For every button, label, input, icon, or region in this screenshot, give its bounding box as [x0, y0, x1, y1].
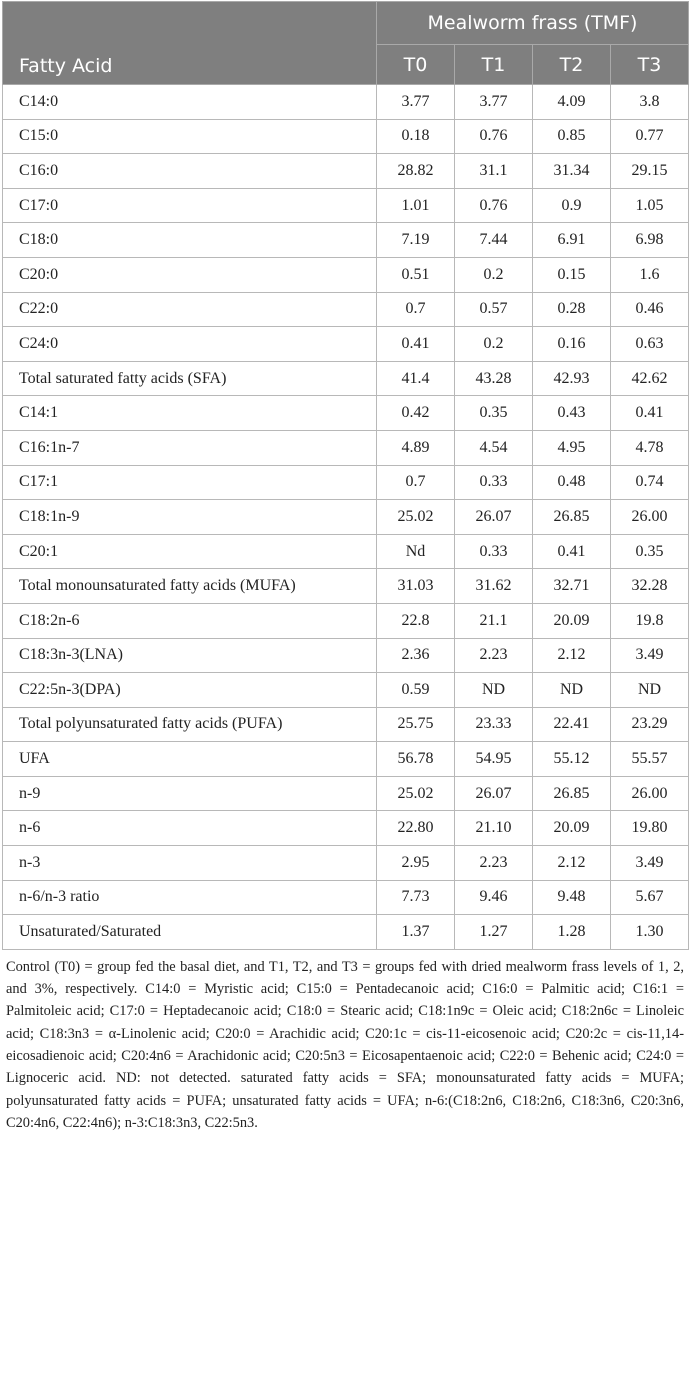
value-cell-t2: 0.48 [533, 465, 611, 500]
value-cell-t1: 21.1 [455, 603, 533, 638]
value-cell-t2: 6.91 [533, 223, 611, 258]
value-cell-t0: 1.37 [377, 915, 455, 950]
value-cell-t3: 42.62 [611, 361, 689, 396]
value-cell-t0: 22.80 [377, 811, 455, 846]
table-row [3, 292, 689, 327]
fatty-acid-name-cell: C17:1 [3, 465, 377, 500]
fatty-acid-name-cell: C14:1 [3, 396, 377, 431]
value-cell-t1: 31.1 [455, 154, 533, 189]
value-cell-t2: ND [533, 673, 611, 708]
fatty-acid-name-cell: Total saturated fatty acids (SFA) [3, 361, 377, 396]
fatty-acid-name-cell: C20:0 [3, 257, 377, 292]
value-cell-t0: 3.77 [377, 85, 455, 120]
value-cell-t2: 26.85 [533, 500, 611, 535]
value-cell-t3: 1.05 [611, 188, 689, 223]
value-cell-t3: 5.67 [611, 880, 689, 915]
fatty-acid-name-cell: n-3 [3, 846, 377, 881]
value-cell-t1: 0.76 [455, 119, 533, 154]
table-row [3, 811, 689, 846]
table-row [3, 327, 689, 362]
value-cell-t1: 21.10 [455, 811, 533, 846]
value-cell-t0: 2.95 [377, 846, 455, 881]
value-cell-t2: 20.09 [533, 603, 611, 638]
value-cell-t2: 4.95 [533, 430, 611, 465]
value-cell-t3: 0.46 [611, 292, 689, 327]
value-cell-t1: 0.2 [455, 327, 533, 362]
table-row [3, 465, 689, 500]
value-cell-t3: 29.15 [611, 154, 689, 189]
table-row [3, 119, 689, 154]
value-cell-t2: 42.93 [533, 361, 611, 396]
value-cell-t1: 23.33 [455, 707, 533, 742]
fatty-acid-name-cell: Total monounsaturated fatty acids (MUFA) [3, 569, 377, 604]
value-cell-t2: 0.9 [533, 188, 611, 223]
column-header-t2: T2 [533, 45, 611, 85]
value-cell-t2: 0.16 [533, 327, 611, 362]
value-cell-t3: 3.49 [611, 638, 689, 673]
value-cell-t0: 0.7 [377, 292, 455, 327]
value-cell-t3: 0.63 [611, 327, 689, 362]
value-cell-t0: 0.59 [377, 673, 455, 708]
table-row [3, 846, 689, 881]
fatty-acid-name-cell: C14:0 [3, 85, 377, 120]
value-cell-t2: 2.12 [533, 638, 611, 673]
table-row [3, 154, 689, 189]
value-cell-t0: 56.78 [377, 742, 455, 777]
table-row [3, 915, 689, 950]
value-cell-t0: 0.18 [377, 119, 455, 154]
value-cell-t2: 0.85 [533, 119, 611, 154]
table-row [3, 776, 689, 811]
table-row [3, 361, 689, 396]
value-cell-t0: 1.01 [377, 188, 455, 223]
fatty-acid-name-cell: C24:0 [3, 327, 377, 362]
fatty-acid-name-cell: C18:1n-9 [3, 500, 377, 535]
table-row [3, 638, 689, 673]
table-row [3, 603, 689, 638]
value-cell-t2: 26.85 [533, 776, 611, 811]
fatty-acid-name-cell: C18:0 [3, 223, 377, 258]
value-cell-t3: 26.00 [611, 500, 689, 535]
table-row [3, 223, 689, 258]
value-cell-t2: 32.71 [533, 569, 611, 604]
value-cell-t1: 43.28 [455, 361, 533, 396]
table-row [3, 880, 689, 915]
value-cell-t1: 0.35 [455, 396, 533, 431]
mealworm-frass-group-header: Mealworm frass (TMF) [377, 2, 689, 45]
fatty-acid-name-cell: n-6 [3, 811, 377, 846]
value-cell-t0: 25.75 [377, 707, 455, 742]
value-cell-t1: 4.54 [455, 430, 533, 465]
value-cell-t2: 1.28 [533, 915, 611, 950]
value-cell-t1: 0.33 [455, 534, 533, 569]
value-cell-t0: 28.82 [377, 154, 455, 189]
value-cell-t3: 1.6 [611, 257, 689, 292]
value-cell-t0: 0.51 [377, 257, 455, 292]
value-cell-t1: 2.23 [455, 846, 533, 881]
table-row [3, 188, 689, 223]
value-cell-t0: 7.19 [377, 223, 455, 258]
value-cell-t2: 0.43 [533, 396, 611, 431]
fatty-acid-name-cell: n-6/n-3 ratio [3, 880, 377, 915]
value-cell-t2: 55.12 [533, 742, 611, 777]
value-cell-t0: 4.89 [377, 430, 455, 465]
value-cell-t3: 4.78 [611, 430, 689, 465]
value-cell-t2: 9.48 [533, 880, 611, 915]
fatty-acid-name-cell: C16:1n-7 [3, 430, 377, 465]
value-cell-t1: 54.95 [455, 742, 533, 777]
fatty-acid-header: Fatty Acid [3, 2, 377, 85]
value-cell-t1: 0.2 [455, 257, 533, 292]
value-cell-t3: 1.30 [611, 915, 689, 950]
table-row [3, 500, 689, 535]
value-cell-t3: 0.35 [611, 534, 689, 569]
table-row [3, 707, 689, 742]
value-cell-t0: 25.02 [377, 776, 455, 811]
value-cell-t1: 0.33 [455, 465, 533, 500]
value-cell-t2: 4.09 [533, 85, 611, 120]
value-cell-t3: ND [611, 673, 689, 708]
table-row [3, 534, 689, 569]
fatty-acid-name-cell: UFA [3, 742, 377, 777]
value-cell-t2: 20.09 [533, 811, 611, 846]
fatty-acid-name-cell: C18:2n-6 [3, 603, 377, 638]
table-row [3, 85, 689, 120]
value-cell-t2: 22.41 [533, 707, 611, 742]
table-footnote: Control (T0) = group fed the basal diet, and T1, T2, and T3 = groups fed with dried mealworm frass levels of 1, 2, and 3%, respectively. C14:0 = Myristic acid; C15:0 = Pentadecanoic acid; C16:0 = Palmitic acid; C16:1 = Palmitoleic acid; C17:0 = Heptadecanoic acid; C18:0 = Stearic acid; C18:1n9c = Oleic acid; C18:2n6c = Linoleic acid; C18:3n3 = α-Linolenic acid; C20:0 = Arachidic acid; C20:1c = cis-11-eicosenoic acid; C20:2c = cis-11,14-eicosadienoic acid; C20:4n6 = Arachidonic acid; C20:5n3 = Eicosapentaenoic acid; C22:0 = Behenic acid; C24:0 = Lignoceric acid. ND: not detected. saturated fatty acids = SFA; monounsaturated fatty acids = MUFA; polyunsaturated fatty acids = PUFA; unsaturated fatty acids = UFA; n-6:(C18:2n6, C18:2n6, C18:3n6, C20:3n6, C20:4n6, C22:4n6); n-3:C18:3n3, C22:5n3. [6, 958, 684, 1131]
value-cell-t1: 1.27 [455, 915, 533, 950]
value-cell-t1: 0.76 [455, 188, 533, 223]
value-cell-t3: 26.00 [611, 776, 689, 811]
column-header-t0: T0 [377, 45, 455, 85]
value-cell-t0: Nd [377, 534, 455, 569]
table-body [3, 85, 689, 950]
value-cell-t0: 0.41 [377, 327, 455, 362]
value-cell-t2: 0.28 [533, 292, 611, 327]
fatty-acid-table [2, 1, 689, 950]
value-cell-t3: 55.57 [611, 742, 689, 777]
value-cell-t2: 0.41 [533, 534, 611, 569]
value-cell-t1: 31.62 [455, 569, 533, 604]
fatty-acid-name-cell: Total polyunsaturated fatty acids (PUFA) [3, 707, 377, 742]
value-cell-t2: 0.15 [533, 257, 611, 292]
value-cell-t0: 7.73 [377, 880, 455, 915]
value-cell-t2: 2.12 [533, 846, 611, 881]
value-cell-t1: 26.07 [455, 776, 533, 811]
value-cell-t1: 3.77 [455, 85, 533, 120]
table-row [3, 569, 689, 604]
fatty-acid-name-cell: n-9 [3, 776, 377, 811]
value-cell-t3: 19.80 [611, 811, 689, 846]
table-row [3, 742, 689, 777]
table-row [3, 430, 689, 465]
value-cell-t0: 0.42 [377, 396, 455, 431]
value-cell-t3: 0.77 [611, 119, 689, 154]
column-header-t3: T3 [611, 45, 689, 85]
value-cell-t3: 0.41 [611, 396, 689, 431]
fatty-acid-name-cell: C17:0 [3, 188, 377, 223]
value-cell-t3: 6.98 [611, 223, 689, 258]
table-container [2, 1, 688, 1134]
value-cell-t3: 3.8 [611, 85, 689, 120]
value-cell-t1: ND [455, 673, 533, 708]
value-cell-t3: 19.8 [611, 603, 689, 638]
table-row [3, 257, 689, 292]
fatty-acid-name-cell: C22:0 [3, 292, 377, 327]
fatty-acid-name-cell: C15:0 [3, 119, 377, 154]
value-cell-t1: 0.57 [455, 292, 533, 327]
value-cell-t0: 31.03 [377, 569, 455, 604]
fatty-acid-name-cell: C16:0 [3, 154, 377, 189]
table-header [3, 2, 689, 85]
value-cell-t1: 9.46 [455, 880, 533, 915]
fatty-acid-name-cell: C18:3n-3(LNA) [3, 638, 377, 673]
value-cell-t0: 41.4 [377, 361, 455, 396]
value-cell-t0: 0.7 [377, 465, 455, 500]
fatty-acid-name-cell: C22:5n-3(DPA) [3, 673, 377, 708]
value-cell-t3: 0.74 [611, 465, 689, 500]
value-cell-t3: 32.28 [611, 569, 689, 604]
value-cell-t0: 2.36 [377, 638, 455, 673]
value-cell-t1: 26.07 [455, 500, 533, 535]
value-cell-t1: 2.23 [455, 638, 533, 673]
value-cell-t2: 31.34 [533, 154, 611, 189]
table-row [3, 673, 689, 708]
fatty-acid-name-cell: C20:1 [3, 534, 377, 569]
value-cell-t3: 3.49 [611, 846, 689, 881]
fatty-acid-name-cell: Unsaturated/Saturated [3, 915, 377, 950]
value-cell-t0: 22.8 [377, 603, 455, 638]
table-row [3, 396, 689, 431]
value-cell-t0: 25.02 [377, 500, 455, 535]
column-header-t1: T1 [455, 45, 533, 85]
value-cell-t1: 7.44 [455, 223, 533, 258]
value-cell-t3: 23.29 [611, 707, 689, 742]
